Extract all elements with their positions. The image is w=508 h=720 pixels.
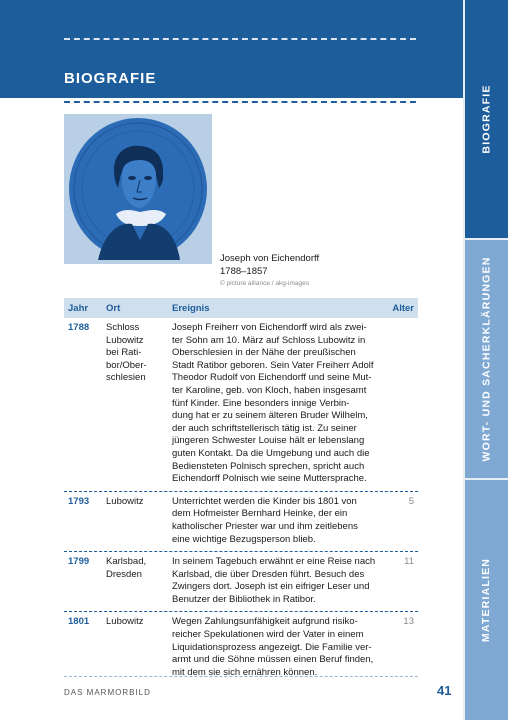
header-event: Ereignis — [172, 302, 210, 314]
row-year: 1801 — [68, 616, 90, 628]
event-line: In seinem Tagebuch erwähnt er eine Reise nach — [172, 556, 376, 568]
table-row — [64, 551, 418, 611]
image-credit: © picture alliance / akg-images — [220, 280, 309, 287]
event-line: Benutzer der Bibliothek in Ratibor. — [172, 593, 316, 605]
row-place — [102, 496, 168, 546]
caption-dates: 1788–1857 — [220, 266, 268, 277]
event-line: fünf Kinder. Eine besonders innige Verbin- — [172, 397, 350, 409]
event-line: mit dem sie sich ernähren können. — [172, 666, 318, 678]
row-event — [168, 496, 384, 546]
tab-label: WORT- UND SACHERKLÄRUNGEN — [480, 256, 493, 462]
event-line: Joseph Freiherr von Eichendorff wird als zwei- — [172, 322, 367, 333]
event-line: Karlsbad, die über Dresden führt. Besuch des — [172, 568, 365, 580]
header-dash-line — [64, 38, 416, 40]
place-line: Lubowitz — [106, 616, 144, 628]
table-row — [64, 318, 418, 491]
table-row — [64, 611, 418, 684]
row-event — [168, 322, 384, 486]
place-line: Lubowitz — [106, 334, 144, 346]
event-line: Theodor Rudolf von Eichendorff und seine Mut- — [172, 372, 372, 384]
row-age: 13 — [403, 616, 414, 628]
portrait-image — [64, 114, 212, 264]
tab-biografie[interactable] — [465, 0, 508, 238]
portrait-caption — [220, 252, 319, 278]
header-age: Alter — [392, 302, 414, 314]
tab-label: MATERIALIEN — [480, 557, 493, 643]
event-line: Eichendorff Polnisch wie seine Muttersprache. — [172, 473, 367, 485]
footer-dash-line — [64, 676, 418, 677]
book-title: DAS MARMORBILD — [64, 688, 151, 697]
place-line: Dresden — [106, 568, 142, 580]
row-year: 1799 — [68, 556, 90, 568]
event-line: jüngeren Schwester Louise hält er lebenslang — [172, 435, 365, 447]
title-underline — [64, 101, 416, 103]
event-line: eine wichtige Bezugsperson blieb. — [172, 533, 316, 545]
tab-materialien[interactable] — [465, 480, 508, 720]
row-place — [102, 556, 168, 606]
portrait-engraving — [64, 114, 212, 264]
place-line: Schloss — [106, 322, 140, 333]
table-row — [64, 491, 418, 551]
event-line: Liquidationsprozess angezeigt. Die Familie ver- — [172, 641, 372, 653]
row-place — [102, 322, 168, 486]
event-line: guten Kontakt. Da die Umgebung und auch die — [172, 447, 370, 459]
event-line: Stadt Ratibor geboren. Sein Vater Freiherr Adolf — [172, 359, 374, 371]
row-year: 1788 — [68, 322, 90, 333]
place-line: schlesien — [106, 372, 146, 384]
event-line: dung hat er zu seinem älteren Bruder Wilhelm, — [172, 410, 368, 422]
page-number: 41 — [437, 683, 452, 698]
place-line: bor/Ober- — [106, 359, 147, 371]
event-line: katholischer Priester war und ihm zeitlebens — [172, 520, 358, 532]
event-line: Oberschlesien in der Nähe der preußischen — [172, 347, 356, 359]
header-place: Ort — [106, 302, 121, 314]
page-title: BIOGRAFIE — [64, 70, 157, 87]
header-band — [0, 0, 463, 98]
event-line: armt und die Söhne müssen einen Beruf finden, — [172, 654, 374, 666]
event-line: ter Sohn am 10. März auf Schloss Lubowitz in — [172, 334, 366, 346]
place-line: Karlsbad, — [106, 556, 147, 568]
row-event — [168, 556, 384, 606]
row-place — [102, 616, 168, 679]
row-age: 5 — [408, 495, 414, 507]
event-line: Zwingers dort. Joseph ist ein eifriger Leser und — [172, 581, 370, 593]
row-age: 11 — [404, 556, 414, 568]
caption-name: Joseph von Eichendorff — [220, 253, 320, 264]
event-line: Unterrichtet werden die Kinder bis 1801 von — [172, 495, 357, 507]
place-line: bei Rati- — [106, 347, 142, 359]
event-line: reicher Spekulationen wird der Vater in einem — [172, 629, 364, 641]
row-year: 1793 — [68, 495, 90, 507]
table-header — [64, 298, 418, 318]
place-line: Lubowitz — [106, 495, 144, 507]
row-event — [168, 616, 384, 679]
tab-wort-und-sacherklaerungen[interactable] — [465, 240, 508, 478]
event-line: Wegen Zahlungsunfähigkeit aufgrund risiko- — [172, 616, 358, 628]
biography-table — [64, 298, 418, 684]
event-line: ter Karoline, geb. von Kloch, haben insgesamt — [172, 384, 367, 396]
tab-label: BIOGRAFIE — [480, 84, 493, 154]
event-line: der auch schriftstellerisch tätig ist. Zu seiner — [172, 422, 357, 434]
event-line: Bediensteten Polnisch sprechen, spricht auch — [172, 460, 365, 472]
header-year: Jahr — [68, 302, 89, 314]
event-line: dem Hofmeister Bernhard Heinke, der ein — [172, 508, 348, 520]
row-age — [384, 322, 418, 486]
